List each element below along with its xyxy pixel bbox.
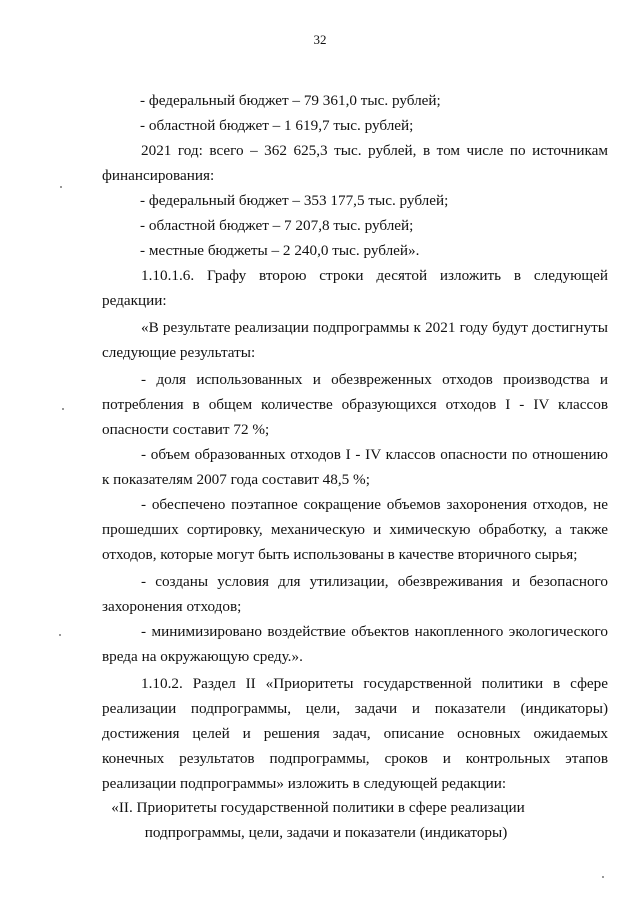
text-line: 1.10.1.6. Графу второю строки десятой изложить в следующей: [141, 267, 608, 284]
text-line: конечных результатов подпрограммы, сроков и контрольных этапов: [102, 750, 608, 767]
text-line: - областной бюджет – 7 207,8 тыс. рублей;: [140, 217, 414, 234]
text-line: следующие результаты:: [102, 344, 256, 361]
scan-speck: [602, 876, 604, 878]
text-line: - обеспечено поэтапное сокращение объемов захоронения отходов, не: [141, 496, 608, 513]
scan-speck: [59, 634, 61, 636]
scan-speck: [62, 408, 64, 410]
page-number: 32: [313, 32, 327, 47]
text-line: прошедших сортировку, механическую и химическую обработку, а также: [102, 521, 608, 538]
text-line: отходов, которые могут быть использованы в качестве вторичного сырья;: [102, 546, 578, 563]
text-line: 1.10.2. Раздел II «Приоритеты государственной политики в сфере: [141, 675, 608, 692]
text-line: захоронения отходов;: [102, 598, 242, 615]
text-line: потребления в общем количестве образующихся отходов I - IV классов: [102, 396, 608, 413]
text-line: - областной бюджет – 1 619,7 тыс. рублей;: [140, 117, 414, 134]
text-line: опасности составит 72 %;: [102, 421, 270, 438]
text-line: реализации подпрограммы» изложить в следующей редакции:: [102, 775, 507, 792]
text-line: - местные бюджеты – 2 240,0 тыс. рублей».: [140, 242, 420, 259]
text-line: - объем образованных отходов I - IV классов опасности по отношению: [141, 446, 608, 463]
text-line: - доля использованных и обезвреженных отходов производства и: [141, 371, 608, 388]
section-heading-line: «II. Приоритеты государственной политики в сфере реализации: [111, 799, 525, 816]
text-line: реализации подпрограммы, цели, задачи и показатели (индикаторы): [102, 700, 608, 717]
text-line: «В результате реализации подпрограммы к 2021 году будут достигнуты: [141, 319, 608, 336]
text-line: 2021 год: всего – 362 625,3 тыс. рублей, в том числе по источникам: [141, 142, 608, 159]
text-line: достижения целей и решения задач, описание основных ожидаемых: [102, 725, 608, 742]
text-line: редакции:: [102, 292, 167, 309]
section-heading-line: подпрограммы, цели, задачи и показатели (индикаторы): [144, 824, 508, 841]
text-line: - федеральный бюджет – 79 361,0 тыс. рублей;: [140, 92, 441, 109]
scan-speck: [60, 186, 62, 188]
text-line: - федеральный бюджет – 353 177,5 тыс. рублей;: [140, 192, 449, 209]
text-line: - созданы условия для утилизации, обезвреживания и безопасного: [141, 573, 608, 590]
text-line: - минимизировано воздействие объектов накопленного экологического: [141, 623, 608, 640]
text-line: к показателям 2007 года составит 48,5 %;: [102, 471, 370, 488]
text-line: финансирования:: [102, 167, 215, 184]
text-line: вреда на окружающую среду.».: [102, 648, 303, 665]
